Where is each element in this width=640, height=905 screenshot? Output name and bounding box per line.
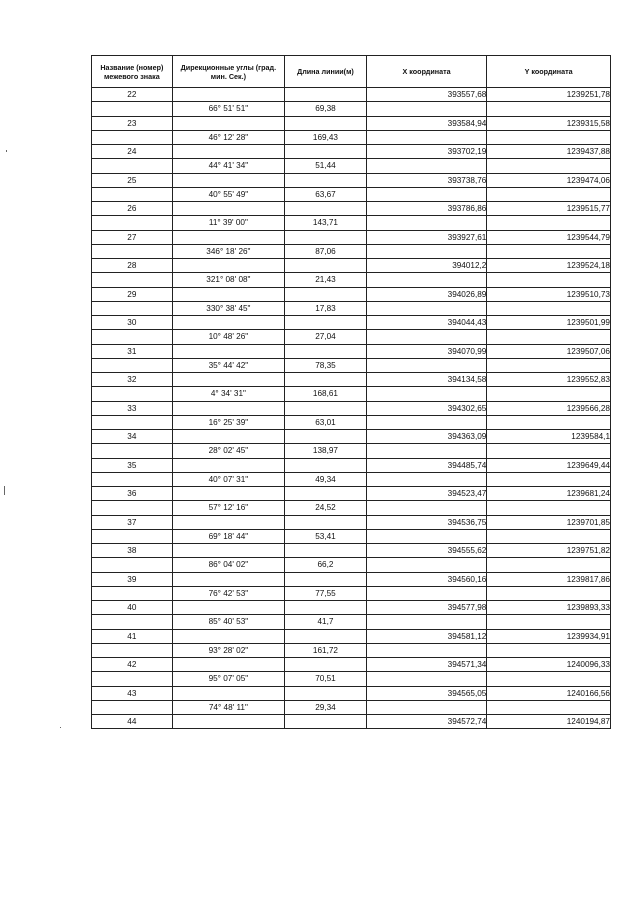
empty-cell <box>92 672 173 686</box>
y-coordinate: 1239751,82 <box>487 544 611 558</box>
y-coordinate: 1239552,83 <box>487 373 611 387</box>
direction-angle: 93° 28' 02" <box>172 643 284 657</box>
empty-cell <box>92 444 173 458</box>
empty-cell <box>92 273 173 287</box>
empty-cell <box>172 344 284 358</box>
x-coordinate: 394560,16 <box>366 572 487 586</box>
x-coordinate: 394134,58 <box>366 373 487 387</box>
x-coordinate: 393927,61 <box>366 230 487 244</box>
empty-cell <box>92 187 173 201</box>
point-name: 44 <box>92 715 173 729</box>
empty-cell <box>487 672 611 686</box>
empty-cell <box>487 187 611 201</box>
line-length: 53,41 <box>285 529 367 543</box>
empty-cell <box>366 216 487 230</box>
x-coordinate: 393584,94 <box>366 116 487 130</box>
empty-cell <box>92 358 173 372</box>
empty-cell <box>285 572 367 586</box>
empty-cell <box>285 601 367 615</box>
empty-cell <box>285 259 367 273</box>
line-length: 27,04 <box>285 330 367 344</box>
line-length: 168,61 <box>285 387 367 401</box>
empty-cell <box>285 373 367 387</box>
segment-row <box>92 672 611 686</box>
direction-angle: 86° 04' 02" <box>172 558 284 572</box>
point-row <box>92 458 611 472</box>
segment-row <box>92 615 611 629</box>
y-coordinate: 1239251,78 <box>487 88 611 102</box>
x-coordinate: 393786,86 <box>366 202 487 216</box>
y-coordinate: 1239893,33 <box>487 601 611 615</box>
empty-cell <box>366 387 487 401</box>
empty-cell <box>487 615 611 629</box>
empty-cell <box>92 159 173 173</box>
point-name: 41 <box>92 629 173 643</box>
empty-cell <box>487 130 611 144</box>
direction-angle: 69° 18' 44" <box>172 529 284 543</box>
x-coordinate: 394523,47 <box>366 487 487 501</box>
point-name: 31 <box>92 344 173 358</box>
empty-cell <box>366 586 487 600</box>
point-row <box>92 230 611 244</box>
empty-cell <box>366 529 487 543</box>
empty-cell <box>172 373 284 387</box>
empty-cell <box>285 116 367 130</box>
empty-cell <box>366 444 487 458</box>
y-coordinate: 1240096,33 <box>487 658 611 672</box>
segment-row <box>92 529 611 543</box>
point-name: 43 <box>92 686 173 700</box>
x-coordinate: 394044,43 <box>366 316 487 330</box>
empty-cell <box>285 316 367 330</box>
line-length: 24,52 <box>285 501 367 515</box>
empty-cell <box>92 700 173 714</box>
point-row <box>92 401 611 415</box>
point-name: 33 <box>92 401 173 415</box>
line-length: 78,35 <box>285 358 367 372</box>
y-coordinate: 1239681,24 <box>487 487 611 501</box>
empty-cell <box>285 344 367 358</box>
empty-cell <box>92 301 173 315</box>
line-length: 17,83 <box>285 301 367 315</box>
empty-cell <box>172 401 284 415</box>
empty-cell <box>366 615 487 629</box>
empty-cell <box>285 515 367 529</box>
empty-cell <box>285 715 367 729</box>
line-length: 138,97 <box>285 444 367 458</box>
empty-cell <box>366 244 487 258</box>
segment-row <box>92 130 611 144</box>
direction-angle: 11° 39' 00" <box>172 216 284 230</box>
point-row <box>92 287 611 301</box>
empty-cell <box>285 145 367 159</box>
x-coordinate: 394026,89 <box>366 287 487 301</box>
scan-speck <box>60 727 61 728</box>
empty-cell <box>487 501 611 515</box>
segment-row <box>92 187 611 201</box>
direction-angle: 330° 38' 45" <box>172 301 284 315</box>
empty-cell <box>285 430 367 444</box>
header-line-length: Длина линии(м) <box>285 56 367 88</box>
x-coordinate: 393702,19 <box>366 145 487 159</box>
empty-cell <box>487 216 611 230</box>
direction-angle: 346° 18' 26" <box>172 244 284 258</box>
empty-cell <box>366 558 487 572</box>
empty-cell <box>172 487 284 501</box>
point-name: 28 <box>92 259 173 273</box>
empty-cell <box>487 586 611 600</box>
header-row <box>92 56 611 88</box>
point-row <box>92 116 611 130</box>
direction-angle: 4° 34' 31" <box>172 387 284 401</box>
empty-cell <box>285 544 367 558</box>
direction-angle: 57° 12' 16" <box>172 501 284 515</box>
point-name: 38 <box>92 544 173 558</box>
segment-row <box>92 244 611 258</box>
empty-cell <box>366 130 487 144</box>
empty-cell <box>366 643 487 657</box>
y-coordinate: 1239817,86 <box>487 572 611 586</box>
empty-cell <box>92 558 173 572</box>
line-length: 77,55 <box>285 586 367 600</box>
segment-row <box>92 358 611 372</box>
point-name: 36 <box>92 487 173 501</box>
point-row <box>92 316 611 330</box>
empty-cell <box>487 358 611 372</box>
point-row <box>92 572 611 586</box>
x-coordinate: 393557,68 <box>366 88 487 102</box>
segment-row <box>92 301 611 315</box>
empty-cell <box>487 159 611 173</box>
y-coordinate: 1239515,77 <box>487 202 611 216</box>
empty-cell <box>285 629 367 643</box>
segment-row <box>92 216 611 230</box>
empty-cell <box>172 601 284 615</box>
empty-cell <box>366 700 487 714</box>
header-point-name: Название (номер) межевого знака <box>92 56 173 88</box>
empty-cell <box>172 629 284 643</box>
point-row <box>92 173 611 187</box>
empty-cell <box>92 643 173 657</box>
empty-cell <box>172 458 284 472</box>
direction-angle: 85° 40' 53" <box>172 615 284 629</box>
empty-cell <box>92 501 173 515</box>
segment-row <box>92 330 611 344</box>
header-y-coordinate: Y координата <box>487 56 611 88</box>
point-row <box>92 487 611 501</box>
x-coordinate: 394577,98 <box>366 601 487 615</box>
empty-cell <box>366 273 487 287</box>
direction-angle: 95° 07' 05" <box>172 672 284 686</box>
direction-angle: 66° 51' 51" <box>172 102 284 116</box>
empty-cell <box>172 287 284 301</box>
empty-cell <box>366 415 487 429</box>
empty-cell <box>285 658 367 672</box>
y-coordinate: 1239584,1 <box>487 430 611 444</box>
y-coordinate: 1240166,56 <box>487 686 611 700</box>
direction-angle: 44° 41' 34" <box>172 159 284 173</box>
empty-cell <box>285 88 367 102</box>
y-coordinate: 1239510,73 <box>487 287 611 301</box>
line-length: 143,71 <box>285 216 367 230</box>
point-name: 23 <box>92 116 173 130</box>
segment-row <box>92 643 611 657</box>
x-coordinate: 394536,75 <box>366 515 487 529</box>
point-row <box>92 88 611 102</box>
segment-row <box>92 102 611 116</box>
line-length: 51,44 <box>285 159 367 173</box>
empty-cell <box>172 88 284 102</box>
y-coordinate: 1239524,18 <box>487 259 611 273</box>
empty-cell <box>172 116 284 130</box>
empty-cell <box>92 529 173 543</box>
empty-cell <box>285 458 367 472</box>
point-name: 26 <box>92 202 173 216</box>
empty-cell <box>172 515 284 529</box>
segment-row <box>92 501 611 515</box>
empty-cell <box>285 686 367 700</box>
scan-speck <box>4 486 5 495</box>
boundary-coordinates-table <box>91 55 611 729</box>
empty-cell <box>366 358 487 372</box>
y-coordinate: 1239501,99 <box>487 316 611 330</box>
empty-cell <box>172 316 284 330</box>
point-row <box>92 145 611 159</box>
point-name: 27 <box>92 230 173 244</box>
line-length: 41,7 <box>285 615 367 629</box>
line-length: 70,51 <box>285 672 367 686</box>
empty-cell <box>366 301 487 315</box>
point-row <box>92 259 611 273</box>
line-length: 63,67 <box>285 187 367 201</box>
empty-cell <box>487 643 611 657</box>
point-name: 29 <box>92 287 173 301</box>
segment-row <box>92 159 611 173</box>
point-name: 42 <box>92 658 173 672</box>
point-name: 32 <box>92 373 173 387</box>
y-coordinate: 1239701,85 <box>487 515 611 529</box>
point-name: 24 <box>92 145 173 159</box>
empty-cell <box>92 330 173 344</box>
line-length: 63,01 <box>285 415 367 429</box>
empty-cell <box>487 472 611 486</box>
point-row <box>92 658 611 672</box>
empty-cell <box>172 715 284 729</box>
empty-cell <box>285 173 367 187</box>
direction-angle: 35° 44' 42" <box>172 358 284 372</box>
segment-row <box>92 586 611 600</box>
line-length: 21,43 <box>285 273 367 287</box>
empty-cell <box>172 572 284 586</box>
empty-cell <box>487 102 611 116</box>
empty-cell <box>92 102 173 116</box>
y-coordinate: 1239544,79 <box>487 230 611 244</box>
segment-row <box>92 472 611 486</box>
point-row <box>92 715 611 729</box>
empty-cell <box>366 187 487 201</box>
point-name: 30 <box>92 316 173 330</box>
empty-cell <box>487 244 611 258</box>
direction-angle: 16° 25' 39" <box>172 415 284 429</box>
x-coordinate: 394012,2 <box>366 259 487 273</box>
empty-cell <box>366 102 487 116</box>
x-coordinate: 394302,65 <box>366 401 487 415</box>
direction-angle: 321° 08' 08" <box>172 273 284 287</box>
empty-cell <box>285 487 367 501</box>
segment-row <box>92 387 611 401</box>
empty-cell <box>172 544 284 558</box>
empty-cell <box>92 216 173 230</box>
line-length: 69,38 <box>285 102 367 116</box>
y-coordinate: 1239474,06 <box>487 173 611 187</box>
y-coordinate: 1239315,58 <box>487 116 611 130</box>
empty-cell <box>92 244 173 258</box>
header-x-coordinate: X координата <box>366 56 487 88</box>
line-length: 161,72 <box>285 643 367 657</box>
point-row <box>92 601 611 615</box>
x-coordinate: 393738,76 <box>366 173 487 187</box>
direction-angle: 10° 48' 26" <box>172 330 284 344</box>
y-coordinate: 1239649,44 <box>487 458 611 472</box>
direction-angle: 40° 55' 49" <box>172 187 284 201</box>
x-coordinate: 394572,74 <box>366 715 487 729</box>
empty-cell <box>487 558 611 572</box>
y-coordinate: 1239507,06 <box>487 344 611 358</box>
empty-cell <box>172 658 284 672</box>
point-row <box>92 686 611 700</box>
x-coordinate: 394070,99 <box>366 344 487 358</box>
direction-angle: 74° 48' 11" <box>172 700 284 714</box>
empty-cell <box>92 415 173 429</box>
empty-cell <box>366 330 487 344</box>
point-row <box>92 373 611 387</box>
empty-cell <box>487 330 611 344</box>
direction-angle: 40° 07' 31" <box>172 472 284 486</box>
empty-cell <box>92 130 173 144</box>
scan-speck <box>6 150 7 152</box>
empty-cell <box>285 401 367 415</box>
empty-cell <box>172 202 284 216</box>
empty-cell <box>172 173 284 187</box>
point-name: 34 <box>92 430 173 444</box>
empty-cell <box>92 586 173 600</box>
y-coordinate: 1239437,88 <box>487 145 611 159</box>
segment-row <box>92 415 611 429</box>
empty-cell <box>366 472 487 486</box>
x-coordinate: 394571,34 <box>366 658 487 672</box>
empty-cell <box>487 529 611 543</box>
point-row <box>92 202 611 216</box>
empty-cell <box>92 615 173 629</box>
point-name: 37 <box>92 515 173 529</box>
line-length: 87,06 <box>285 244 367 258</box>
direction-angle: 28° 02' 45" <box>172 444 284 458</box>
empty-cell <box>172 145 284 159</box>
empty-cell <box>285 202 367 216</box>
empty-cell <box>172 259 284 273</box>
direction-angle: 46° 12' 28" <box>172 130 284 144</box>
x-coordinate: 394581,12 <box>366 629 487 643</box>
empty-cell <box>92 387 173 401</box>
empty-cell <box>487 444 611 458</box>
empty-cell <box>487 273 611 287</box>
point-name: 40 <box>92 601 173 615</box>
y-coordinate: 1239934,91 <box>487 629 611 643</box>
header-direction-angles: Дирекционные углы (град. мин. Сек.) <box>172 56 284 88</box>
point-row <box>92 430 611 444</box>
point-row <box>92 515 611 529</box>
point-row <box>92 544 611 558</box>
point-name: 35 <box>92 458 173 472</box>
empty-cell <box>172 230 284 244</box>
empty-cell <box>92 472 173 486</box>
segment-row <box>92 273 611 287</box>
point-name: 22 <box>92 88 173 102</box>
empty-cell <box>285 287 367 301</box>
point-name: 25 <box>92 173 173 187</box>
segment-row <box>92 444 611 458</box>
empty-cell <box>172 686 284 700</box>
x-coordinate: 394565,05 <box>366 686 487 700</box>
direction-angle: 76° 42' 53" <box>172 586 284 600</box>
segment-row <box>92 558 611 572</box>
point-row <box>92 344 611 358</box>
y-coordinate: 1240194,87 <box>487 715 611 729</box>
empty-cell <box>487 415 611 429</box>
empty-cell <box>487 387 611 401</box>
empty-cell <box>285 230 367 244</box>
segment-row <box>92 700 611 714</box>
empty-cell <box>366 501 487 515</box>
line-length: 49,34 <box>285 472 367 486</box>
x-coordinate: 394555,62 <box>366 544 487 558</box>
line-length: 169,43 <box>285 130 367 144</box>
x-coordinate: 394363,09 <box>366 430 487 444</box>
empty-cell <box>366 159 487 173</box>
empty-cell <box>487 301 611 315</box>
line-length: 66,2 <box>285 558 367 572</box>
x-coordinate: 394485,74 <box>366 458 487 472</box>
empty-cell <box>487 700 611 714</box>
y-coordinate: 1239566,28 <box>487 401 611 415</box>
point-name: 39 <box>92 572 173 586</box>
line-length: 29,34 <box>285 700 367 714</box>
empty-cell <box>366 672 487 686</box>
point-row <box>92 629 611 643</box>
empty-cell <box>172 430 284 444</box>
